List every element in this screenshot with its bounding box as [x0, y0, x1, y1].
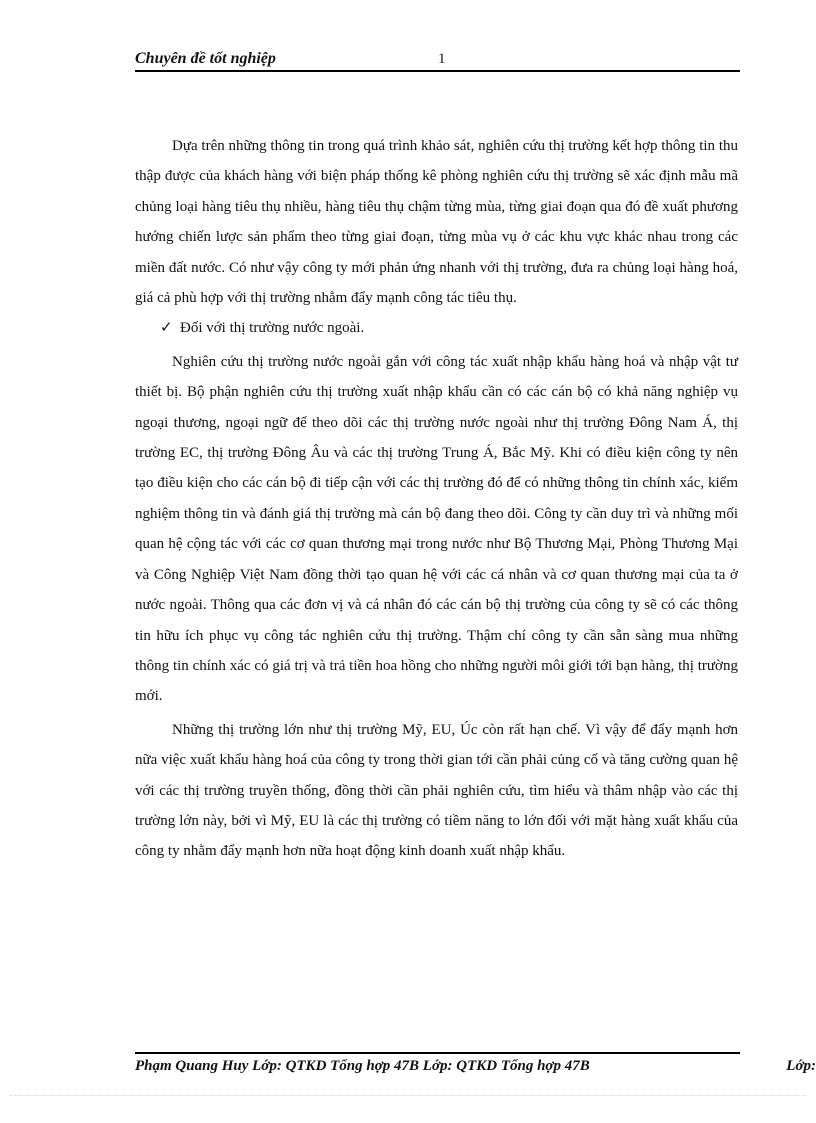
bullet-text: Đối với thị trường nước ngoài.: [180, 320, 365, 337]
paragraph-foreign-market: Nghiên cứu thị trường nước ngoài gắn với công tác xuất nhập khẩu hàng hoá và nhập vật tư thiết bị. Bộ phận nghiên cứu thị trường xuất nhập khẩu cần có các cán bộ có khả năng nghiệp vụ ngoại thương, ngoại ngữ để theo dõi các thị trường nước ngoài như thị trường Đông Nam Á, thị trường EC, thị trường Đông Âu và các thị trường Trung Á, Bắc Mỹ. Khi có điều kiện công ty nên tạo điều kiện cho các cán bộ đi tiếp cận với các thị trường đó để có những thông tin chính xác, kiểm nghiệm thông tin và đánh giá thị trường mà cán bộ đang theo dõi. Công ty cần duy trì và những mối quan hệ cộng tác với các cơ quan thương mại trong nước như Bộ Thương Mại, Phòng Thương Mại và Công Nghiệp Việt Nam đồng thời tạo quan hệ với các cá nhân và cơ quan thương mại của ta ở nước ngoài. Thông qua các đơn vị và cá nhân đó các cán bộ thị trường của công ty sẽ có các thông tin hữu ích phục vụ công tác nghiên cứu thị trường. Thậm chí công ty cần sẵn sàng mua những thông tin chính xác có giá trị và trả tiền hoa hồng cho những người môi giới tới bạn hàng, thị trường mới.: [135, 353, 738, 705]
bullet-item: [135, 313, 738, 343]
footer-text: Phạm Quang Huy Lớp: QTKD Tổng hợp 47B Lớp: QTKD Tổng hợp 47B: [135, 1058, 590, 1074]
document-body: [135, 131, 738, 867]
page-footer: [135, 1057, 816, 1077]
page-header: [135, 50, 740, 72]
page-edge-dotted-line: [10, 1095, 806, 1096]
paragraph-large-markets: Những thị trường lớn như thị trường Mỹ, EU, Úc còn rất hạn chế. Vì vậy để đẩy mạnh hơn nữa việc xuất khẩu hàng hoá của công ty trong thời gian tới cần phải củng cố và tăng cường quan hệ với các thị trường truyền thống, đồng thời cần phải nghiên cứu, tìm hiểu và thâm nhập vào các thị trường lớn này, bởi vì Mỹ, EU là các thị trường có tiềm năng to lớn đối với mặt hàng xuất khẩu của công ty nhằm đẩy mạnh hơn nữa hoạt động kinh doanh xuất nhập khẩu.: [135, 721, 738, 860]
footer-right-text: Lớp:: [786, 1058, 816, 1074]
paragraph-intro: Dựa trên những thông tin trong quá trình khảo sát, nghiên cứu thị trường kết hợp thông tin thu thập được của khách hàng với biện pháp thống kê phòng nghiên cứu thị trường sẽ xác định mẫu mã chủng loại hàng tiêu thụ nhiều, hàng tiêu thụ chậm từng mùa, từng giai đoạn qua đó đề xuất phương hướng chiến lược sản phẩm theo từng giai đoạn, từng mùa vụ ở các khu vực khác nhau trong các miền đất nước. Có như vậy công ty mới phản ứng nhanh với thị trường, đưa ra chủng loại hàng hoá, giá cả phù hợp với thị trường nhằm đẩy mạnh công tác tiêu thụ.: [135, 138, 738, 307]
page-number: 1: [438, 51, 446, 67]
header-title: Chuyên đề tốt nghiệp: [135, 50, 276, 67]
footer-rule: [135, 1052, 740, 1054]
checkmark-icon: ✓: [160, 320, 173, 337]
